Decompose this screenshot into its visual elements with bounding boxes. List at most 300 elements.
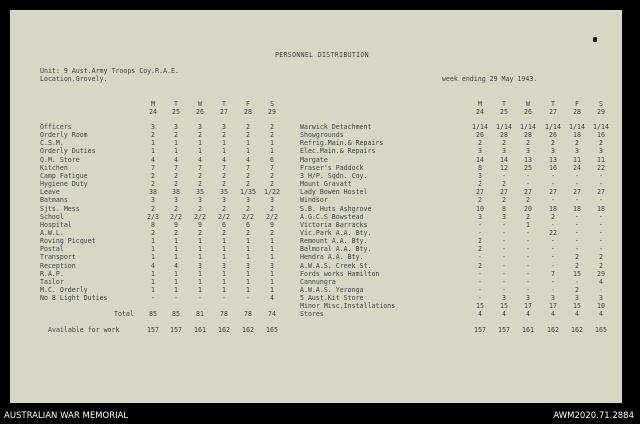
location-count: 18	[597, 204, 605, 213]
duty-count: 2	[270, 204, 274, 213]
duty-count: 1	[198, 277, 202, 286]
day-letter: M	[151, 100, 155, 108]
location-label: Lady Bowen Hostel	[300, 188, 368, 197]
duty-count: 1	[151, 237, 155, 246]
duty-count: 1	[246, 139, 250, 148]
location-count: 15	[573, 269, 581, 278]
location-count: 2	[575, 139, 579, 148]
day-date: 27	[549, 108, 557, 116]
location-count: 3	[502, 212, 506, 221]
accession-number: AWM2020.71.2884	[553, 411, 634, 421]
location-count: 1/14	[545, 123, 561, 131]
location-count: 16	[597, 131, 605, 140]
duty-count: 1	[198, 253, 202, 262]
duty-label: Camp Fatigue	[40, 171, 88, 180]
location-count: -	[599, 228, 603, 237]
duty-label: Postal	[40, 245, 64, 254]
duty-count: 1	[222, 237, 226, 246]
duty-count: 4	[270, 294, 274, 303]
duty-count: 7	[246, 163, 250, 172]
location-count: -	[502, 245, 506, 254]
location-count: 27	[597, 188, 605, 197]
location-count: -	[502, 237, 506, 246]
available-count: 157	[474, 326, 486, 334]
location-label: Warwick Detachment	[300, 123, 372, 131]
location-count: 1	[526, 220, 530, 229]
duty-count: 7	[198, 163, 202, 172]
location-count: 13	[524, 155, 532, 164]
duty-count: 2	[222, 171, 226, 180]
location-count: -	[575, 196, 579, 205]
duty-count: 1	[246, 147, 250, 156]
location-count: -	[575, 228, 579, 237]
duty-count: 4	[198, 155, 202, 164]
duty-count: 1/35	[240, 188, 256, 197]
location-label: A.W.A.S. Yeronga	[300, 286, 364, 294]
duty-count: 2	[246, 204, 250, 213]
location-count: 8	[478, 163, 482, 172]
duty-count: 4	[174, 261, 178, 270]
duty-count: 2/2	[170, 212, 182, 221]
available-count: 161	[522, 326, 534, 334]
location-count: 2	[551, 212, 555, 221]
location-label: A.W.A.S. Creek St.	[300, 261, 372, 270]
duty-label: A.W.L.	[40, 228, 64, 237]
location-count: 3	[551, 147, 555, 156]
location-count: 18	[573, 131, 581, 140]
location-count: -	[502, 253, 506, 262]
location-label: S.B. Huts Ashgrove	[300, 204, 372, 213]
duty-count: 1	[151, 245, 155, 254]
location-label: Victoria Barracks	[300, 220, 368, 229]
duty-count: 4	[151, 261, 155, 270]
duty-count: 1	[151, 269, 155, 278]
duty-count: 3	[151, 196, 155, 205]
duty-count: 7	[174, 163, 178, 172]
location-count: -	[526, 180, 530, 189]
duty-label: Orderly Duties	[40, 147, 96, 156]
duty-count: 4	[174, 155, 178, 164]
day-letter: S	[599, 100, 603, 108]
duty-count: 3	[198, 123, 202, 131]
location-count: 27	[524, 188, 532, 197]
location-count: -	[502, 228, 506, 237]
total-label: Total	[114, 310, 134, 318]
duty-count: -	[174, 294, 178, 303]
duty-count: 1	[270, 139, 274, 148]
duty-label: R.A.P.	[40, 269, 64, 278]
duty-count: 1	[222, 269, 226, 278]
duty-label: No 8 Light Duties	[40, 294, 108, 303]
location-count: 10	[597, 302, 605, 311]
duty-count: 2	[151, 171, 155, 180]
location-count: 4	[551, 310, 555, 319]
location-count: 26	[549, 131, 557, 140]
location-count: 16	[549, 163, 557, 172]
duty-count: 2	[198, 204, 202, 213]
duty-count: 2	[246, 131, 250, 140]
location-count: -	[502, 269, 506, 278]
location-count: 3	[575, 147, 579, 156]
duty-count: 4	[246, 155, 250, 164]
location-count: 2	[526, 196, 530, 205]
location-line: Location.Grovely.	[40, 75, 108, 83]
location-count: 8	[502, 204, 506, 213]
location-count: -	[526, 253, 530, 262]
location-count: 26	[476, 131, 484, 140]
duty-count: 2	[270, 228, 274, 237]
location-count: 2	[502, 196, 506, 205]
duty-count: -	[151, 294, 155, 303]
location-count: 27	[549, 188, 557, 197]
duty-label: Officers	[40, 123, 72, 131]
duty-count: 1	[174, 269, 178, 278]
day-letter: F	[575, 100, 579, 108]
location-count: 3	[599, 294, 603, 303]
week-ending: week ending 29 May 1943.	[442, 75, 538, 83]
location-count: 2	[502, 139, 506, 148]
duty-count: 7	[151, 163, 155, 172]
location-count: 4	[599, 310, 603, 319]
available-count: 161	[194, 326, 206, 334]
location-count: 24	[573, 163, 581, 172]
duty-count: 4	[222, 155, 226, 164]
duty-count: 1	[151, 147, 155, 156]
duty-count: 2	[198, 131, 202, 140]
duty-count: 2	[174, 171, 178, 180]
location-count: 7	[551, 269, 555, 278]
duty-count: 2/2	[194, 212, 206, 221]
available-count: 165	[266, 326, 278, 334]
location-count: 2	[502, 180, 506, 189]
duty-label: C.S.M.	[40, 139, 64, 148]
duty-count: 9	[270, 220, 274, 229]
duty-count: 2	[246, 228, 250, 237]
duty-count: 9	[174, 220, 178, 229]
location-count: 27	[573, 188, 581, 197]
location-count: -	[526, 269, 530, 278]
duty-label: Q.M. Store	[40, 155, 80, 164]
duty-count: 1	[222, 147, 226, 156]
location-count: 2	[575, 261, 579, 270]
location-count: 4	[478, 310, 482, 319]
duty-count: 2	[246, 171, 250, 180]
duty-count: 3	[246, 261, 250, 270]
duty-count: 3	[174, 196, 178, 205]
location-count: 3	[526, 147, 530, 156]
day-date: 27	[220, 108, 228, 116]
duty-count: 1	[174, 277, 178, 286]
location-count: 17	[524, 302, 532, 311]
duty-count: 1	[270, 245, 274, 254]
location-count: 3	[526, 294, 530, 303]
location-count: 2	[599, 253, 603, 262]
location-count: 28	[524, 131, 532, 140]
duty-count: 4	[151, 155, 155, 164]
duty-count: 1	[174, 139, 178, 148]
location-count: -	[599, 212, 603, 221]
location-count: -	[551, 196, 555, 205]
duty-count: 2	[198, 180, 202, 189]
location-label: Fords works Hamilton	[300, 269, 380, 278]
duty-count: 1	[174, 245, 178, 254]
duty-count: 6	[246, 220, 250, 229]
document-title: PERSONNEL DISTRIBUTION	[275, 51, 369, 59]
location-count: 14	[476, 155, 484, 164]
duty-count: 1	[222, 139, 226, 148]
location-count: -	[502, 220, 506, 229]
duty-count: 38	[172, 188, 180, 197]
duty-count: 2	[151, 228, 155, 237]
location-count: -	[526, 228, 530, 237]
duty-label: Reception	[40, 261, 76, 270]
duty-label: School	[40, 212, 64, 221]
location-count: -	[551, 253, 555, 262]
location-count: 4	[575, 310, 579, 319]
location-count: 3	[575, 294, 579, 303]
location-label: 3 H/P. Sqdn. Coy.	[300, 171, 368, 180]
duty-label: Leave	[40, 188, 60, 197]
available-count: 157	[147, 326, 159, 334]
duty-count: 3	[174, 123, 178, 131]
location-count: 4	[526, 310, 530, 319]
location-count: -	[551, 180, 555, 189]
location-label: Mount Gravatt	[300, 180, 352, 189]
duty-count: 1	[151, 253, 155, 262]
duty-count: -	[246, 294, 250, 303]
location-count: 2	[599, 139, 603, 148]
duty-count: 1	[270, 147, 274, 156]
location-label: Balmoral A.A. Bty.	[300, 245, 372, 254]
duty-count: 2	[270, 123, 274, 131]
duty-count: 7	[270, 163, 274, 172]
total-count: 85	[149, 310, 157, 318]
duty-count: 1	[222, 286, 226, 294]
location-count: -	[599, 245, 603, 254]
duty-count: 2	[174, 131, 178, 140]
day-letter: M	[478, 100, 482, 108]
location-label: Vic.Park A.A. Bty.	[300, 228, 372, 237]
duty-label: Transport	[40, 253, 76, 262]
location-count: -	[478, 277, 482, 286]
location-count: 2	[575, 253, 579, 262]
unit-line: Unit: 9 Aust.Army Troops Coy.R.A.E.	[40, 67, 179, 75]
location-count: 3	[478, 212, 482, 221]
duty-count: 2	[151, 204, 155, 213]
duty-count: 1	[198, 269, 202, 278]
day-letter: T	[174, 100, 178, 108]
location-count: -	[478, 269, 482, 278]
location-count: -	[478, 253, 482, 262]
location-count: 2	[478, 245, 482, 254]
location-count: -	[478, 228, 482, 237]
location-count: -	[551, 220, 555, 229]
day-letter: W	[526, 100, 530, 108]
duty-label: Kitchen	[40, 163, 68, 172]
location-count: -	[599, 180, 603, 189]
duty-count: 1	[198, 237, 202, 246]
location-label: Showgrounds	[300, 131, 344, 140]
location-count: 2	[526, 139, 530, 148]
duty-count: 1	[174, 286, 178, 294]
location-count: -	[599, 237, 603, 246]
location-count: 2	[599, 261, 603, 270]
location-count: -	[478, 220, 482, 229]
location-count: -	[526, 286, 530, 294]
duty-count: 2	[174, 228, 178, 237]
location-count: 3	[502, 294, 506, 303]
location-count: -	[575, 237, 579, 246]
duty-count: 1	[222, 253, 226, 262]
location-count: -	[526, 171, 530, 180]
location-count: -	[526, 237, 530, 246]
location-count: -	[551, 171, 555, 180]
duty-count: 2	[174, 180, 178, 189]
duty-count: 6	[270, 155, 274, 164]
location-count: 2	[478, 196, 482, 205]
location-count: -	[575, 277, 579, 286]
duty-count: 3	[151, 123, 155, 131]
location-label: Refrig.Main.& Repairs	[300, 139, 384, 148]
duty-count: 1	[270, 286, 274, 294]
duty-count: 1	[246, 253, 250, 262]
duty-count: 2	[222, 131, 226, 140]
available-label: Available for work	[48, 326, 120, 334]
duty-count: 1	[246, 269, 250, 278]
location-count: 11	[573, 155, 581, 164]
available-count: 157	[170, 326, 182, 334]
day-date: 29	[268, 108, 276, 116]
duty-count: 8	[151, 220, 155, 229]
location-count: -	[599, 220, 603, 229]
total-count: 78	[220, 310, 228, 318]
location-count: 15	[500, 302, 508, 311]
duty-count: 1	[174, 253, 178, 262]
location-count: -	[478, 294, 482, 303]
duty-count: 3	[222, 123, 226, 131]
total-count: 78	[244, 310, 252, 318]
location-label: 5 Aust.Kit Store	[300, 294, 364, 303]
document-sheet	[10, 10, 622, 403]
day-date: 25	[172, 108, 180, 116]
day-date: 24	[149, 108, 157, 116]
duty-count: 1	[246, 237, 250, 246]
location-count: -	[526, 245, 530, 254]
location-count: 3	[478, 171, 482, 180]
location-count: 18	[549, 204, 557, 213]
location-label: Remount A.A. Bty.	[300, 237, 368, 246]
duty-count: 35	[196, 188, 204, 197]
duty-count: 6	[222, 220, 226, 229]
location-count: 2	[526, 212, 530, 221]
punch-hole	[593, 37, 597, 42]
location-count: -	[502, 261, 506, 270]
available-count: 162	[242, 326, 254, 334]
duty-label: Batmans	[40, 196, 68, 205]
duty-label: Hospital	[40, 220, 72, 229]
location-count: -	[502, 277, 506, 286]
duty-count: 2/2	[218, 212, 230, 221]
duty-count: 3	[198, 261, 202, 270]
location-count: 18	[573, 204, 581, 213]
duty-count: 1	[270, 253, 274, 262]
location-count: 3	[599, 147, 603, 156]
location-label: A.G.C.S Bowstead	[300, 212, 364, 221]
location-count: -	[575, 220, 579, 229]
day-date: 26	[524, 108, 532, 116]
location-count: 1/14	[569, 123, 585, 131]
location-count: 3	[551, 294, 555, 303]
location-count: 2	[551, 139, 555, 148]
duty-count: 1	[174, 147, 178, 156]
duty-count: 1	[151, 286, 155, 294]
duty-count: 1	[246, 286, 250, 294]
location-count: 3	[502, 147, 506, 156]
duty-count: 2	[222, 180, 226, 189]
location-count: -	[575, 245, 579, 254]
location-count: -	[599, 286, 603, 294]
duty-count: -	[222, 294, 226, 303]
duty-count: 2/2	[266, 212, 278, 221]
archive-caption: AUSTRALIAN WAR MEMORIAL	[4, 411, 129, 421]
duty-count: 1	[222, 245, 226, 254]
duty-count: 2	[270, 131, 274, 140]
location-count: 28	[500, 131, 508, 140]
available-count: 157	[498, 326, 510, 334]
duty-count: 1	[151, 139, 155, 148]
location-count: 4	[502, 310, 506, 319]
day-letter: T	[551, 100, 555, 108]
total-count: 85	[172, 310, 180, 318]
location-count: 22	[597, 163, 605, 172]
duty-count: 1	[270, 277, 274, 286]
location-label: Fraser's Paddock	[300, 163, 364, 172]
duty-count: 1	[198, 245, 202, 254]
location-count: 2	[478, 261, 482, 270]
location-count: 25	[524, 163, 532, 172]
duty-count: 2	[270, 171, 274, 180]
duty-count: 3	[198, 196, 202, 205]
location-count: 1/14	[472, 123, 488, 131]
location-label: Minor Misc.Installations	[300, 302, 396, 311]
duty-count: 1	[174, 237, 178, 246]
location-count: 27	[476, 188, 484, 197]
day-letter: F	[246, 100, 250, 108]
location-count: -	[575, 212, 579, 221]
location-count: -	[551, 286, 555, 294]
location-count: 20	[524, 204, 532, 213]
duty-count: 2	[246, 123, 250, 131]
day-date: 28	[244, 108, 252, 116]
duty-count: 3	[270, 261, 274, 270]
duty-label: Tailor	[40, 277, 64, 286]
day-letter: T	[222, 100, 226, 108]
duty-count: 3	[222, 196, 226, 205]
location-count: 17	[549, 302, 557, 311]
location-count: -	[551, 237, 555, 246]
location-count: 2	[478, 180, 482, 189]
location-count: -	[551, 245, 555, 254]
duty-count: 2/2	[242, 212, 254, 221]
duty-count: 2	[198, 228, 202, 237]
location-count: 12	[500, 163, 508, 172]
location-count: -	[478, 286, 482, 294]
location-count: -	[502, 171, 506, 180]
location-count: 1/14	[496, 123, 512, 131]
duty-count: 2	[270, 180, 274, 189]
location-count: 1/14	[593, 123, 609, 131]
duty-count: -	[198, 294, 202, 303]
